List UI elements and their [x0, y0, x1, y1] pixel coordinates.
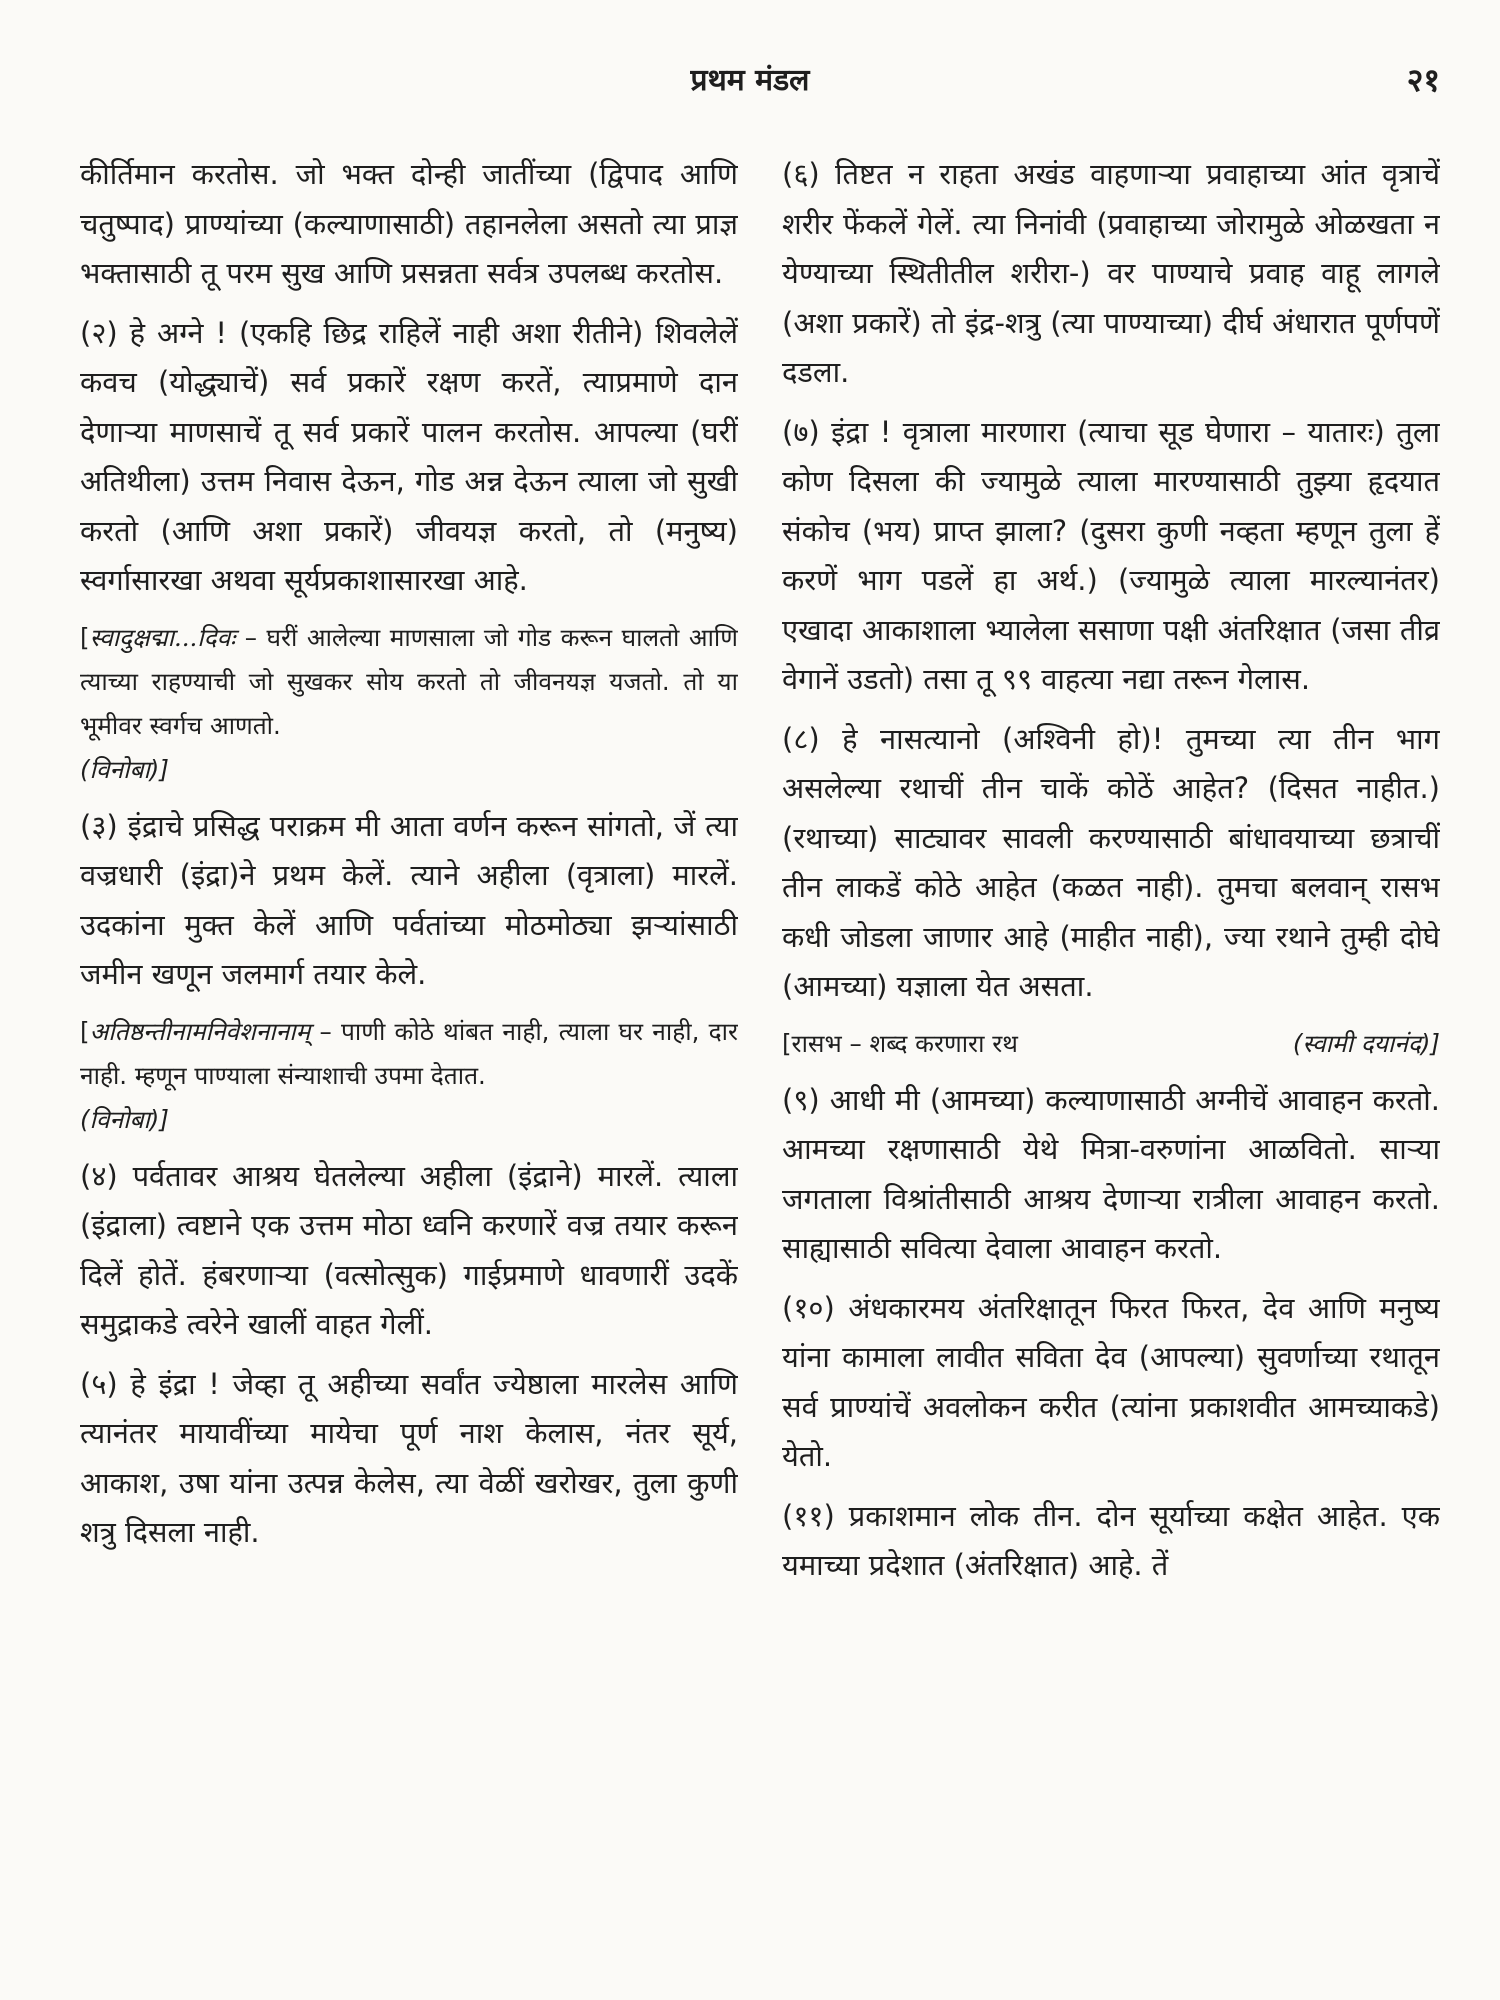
verse-3: (३) इंद्राचे प्रसिद्ध पराक्रम मी आता वर्णन करून सांगतो, जें त्या वज्रधारी (इंद्रा)ने प्रथम केलें. त्याने अहीला (वृत्राला) मारलें. उदकांना मुक्त केलें आणि पर्वतांच्या मोठमोठ्या झऱ्यांसाठी जमीन खणून जलमार्ग तयार केले. [80, 808, 738, 991]
running-title: प्रथम मंडल [690, 63, 810, 98]
note-attribution: (विनोबा)] [80, 754, 169, 784]
page-header [0, 58, 1500, 108]
note-term: स्वादुक्षद्मा...दिवः [89, 622, 236, 652]
paragraph-continued: कीर्तिमान करतोस. जो भक्त दोन्ही जातींच्या (द्विपाद आणि चतुष्पाद) प्राण्यांच्या (कल्याणासाठी) तहानलेला असतो त्या प्राज्ञ भक्तासाठी तू परम सुख आणि प्रसन्नता सर्वत्र उपलब्ध करतोस. [80, 157, 738, 290]
note-text: [रासभ – शब्द करणारा रथ [782, 1028, 1018, 1058]
verse-9: (९) आधी मी (आमच्या) कल्याणासाठी अग्नीचें आवाहन करतो. आमच्या रक्षणासाठी येथे मित्रा-वरुणांना आळवितो. साऱ्या जगताला विश्रांतीसाठी आश्रय देणाऱ्या रात्रीला आवाहन करतो. साह्यासाठी सवित्या देवाला आवाहन करतो. [782, 1082, 1440, 1265]
right-column [782, 150, 1440, 1980]
note-text: – पाणी कोठे थांबत नाही, त्याला घर नाही, दार नाही. म्हणून पाण्याला संन्याशाची उपमा देतात. [80, 1016, 738, 1090]
note-text: – घरीं आलेल्या माणसाला जो गोड करून घालतो आणि त्याच्या राहण्याची जो सुखकर सोय करतो तो जीवनयज्ञ यजतो. तो या भूमीवर स्वर्गच आणतो. [80, 622, 738, 740]
verse-7: (७) इंद्रा ! वृत्राला मारणारा (त्याचा सूड घेणारा – यातारः) तुला कोण दिसला की ज्यामुळे त्याला मारण्यासाठी तुझ्या हृदयात संकोच (भय) प्राप्त झाला? (दुसरा कुणी नव्हता म्हणून तुला हें करणें भाग पडलें हा अर्थ.) (ज्यामुळे त्याला मारल्यानंतर) एखादा आकाशाला भ्यालेला ससाणा पक्षी अंतरिक्षात (जसा तीव्र वेगानें उडतो) तसा तू ९९ वाहत्या नद्या तरून गेलास. [782, 414, 1440, 696]
commentary-note-2: [अतिष्ठन्तीनामनिवेशनानाम् – पाणी कोठे थांबत नाही, त्याला घर नाही, दार नाही. म्हणून पाण्याला संन्याशाची उपमा देतात. (विनोबा)] [80, 1010, 738, 1142]
verse-6: (६) तिष्टत न राहता अखंड वाहणाऱ्या प्रवाहाच्या आंत वृत्राचें शरीर फेंकलें गेलें. त्या निनांवी (प्रवाहाच्या जोरामुळे ओळखता न येण्याच्या स्थितीतील शरीरा-) वर पाण्याचे प्रवाह वाहू लागले (अशा प्रकारें) तो इंद्र-शत्रु (त्या पाण्याच्या) दीर्घ अंधारात पूर्णपणें दडला. [782, 157, 1440, 389]
note-attribution: (विनोबा)] [80, 1104, 169, 1134]
verse-10: (१०) अंधकारमय अंतरिक्षातून फिरत फिरत, देव आणि मनुष्य यांना कामाला लावीत सविता देव (आपल्या) सुवर्णाच्या रथातून सर्व प्राण्यांचें अवलोकन करीत (त्यांना प्रकाशवीत आमच्याकडे) येतो. [782, 1290, 1440, 1473]
page-number: २१ [1406, 61, 1440, 99]
commentary-note-3 [782, 1022, 1440, 1066]
verse-5: (५) हे इंद्रा ! जेव्हा तू अहीच्या सर्वांत ज्येष्ठाला मारलेस आणि त्यानंतर मायावींच्या मायेचा पूर्ण नाश केलास, नंतर सूर्य, आकाश, उषा यांना उत्पन्न केलेस, त्या वेळीं खरोखर, तुला कुणी शत्रु दिसला नाही. [80, 1366, 738, 1549]
verse-8: (८) हे नासत्यानो (अश्विनी हो)! तुमच्या त्या तीन भाग असलेल्या रथाचीं तीन चाकें कोठें आहेत? (दिसत नाहीत.) (रथाच्या) साट्यावर सावली करण्यासाठी बांधावयाच्या छत्राचीं तीन लाकडें कोठे आहेत (कळत नाही). तुमचा बलवान् रासभ कधी जोडला जाणार आहे (माहीत नाही), ज्या रथाने तुम्ही दोघे (आमच्या) यज्ञाला येत असता. [782, 721, 1440, 1003]
commentary-note-1: [स्वादुक्षद्मा...दिवः – घरीं आलेल्या माणसाला जो गोड करून घालतो आणि त्याच्या राहण्याची जो सुखकर सोय करतो तो जीवनयज्ञ यजतो. तो या भूमीवर स्वर्गच आणतो. (विनोबा)] [80, 616, 738, 792]
note-term: अतिष्ठन्तीनामनिवेशनानाम् [89, 1016, 311, 1046]
verse-2: (२) हे अग्ने ! (एकहि छिद्र राहिलें नाही अशा रीतीने) शिवलेलें कवच (योद्ध्याचें) सर्व प्रकारें रक्षण करतें, त्याप्रमाणे दान देणाऱ्या माणसाचें तू सर्व प्रकारें पालन करतोस. आपल्या (घरीं अतिथीला) उत्तम निवास देऊन, गोड अन्न देऊन त्याला जो सुखी करतो (आणि अशा प्रकारें) जीवयज्ञ करतो, तो (मनुष्य) स्वर्गासारखा अथवा सूर्यप्रकाशासारखा आहे. [80, 315, 738, 597]
left-column [80, 150, 738, 1980]
verse-4: (४) पर्वतावर आश्रय घेतलेल्या अहीला (इंद्राने) मारलें. त्याला (इंद्राला) त्वष्टाने एक उत्तम मोठा ध्वनि करणारें वज्र तयार करून दिलें होतें. हंबरणाऱ्या (वत्सोत्सुक) गाईप्रमाणे धावणारीं उदकें समुद्राकडे त्वरेने खालीं वाहत गेलीं. [80, 1158, 738, 1341]
note-attribution: (स्वामी दयानंद)] [1292, 1028, 1440, 1058]
verse-11: (११) प्रकाशमान लोक तीन. दोन सूर्याच्या कक्षेत आहेत. एक यमाच्या प्रदेशात (अंतरिक्षात) आहे. तें [782, 1498, 1440, 1582]
